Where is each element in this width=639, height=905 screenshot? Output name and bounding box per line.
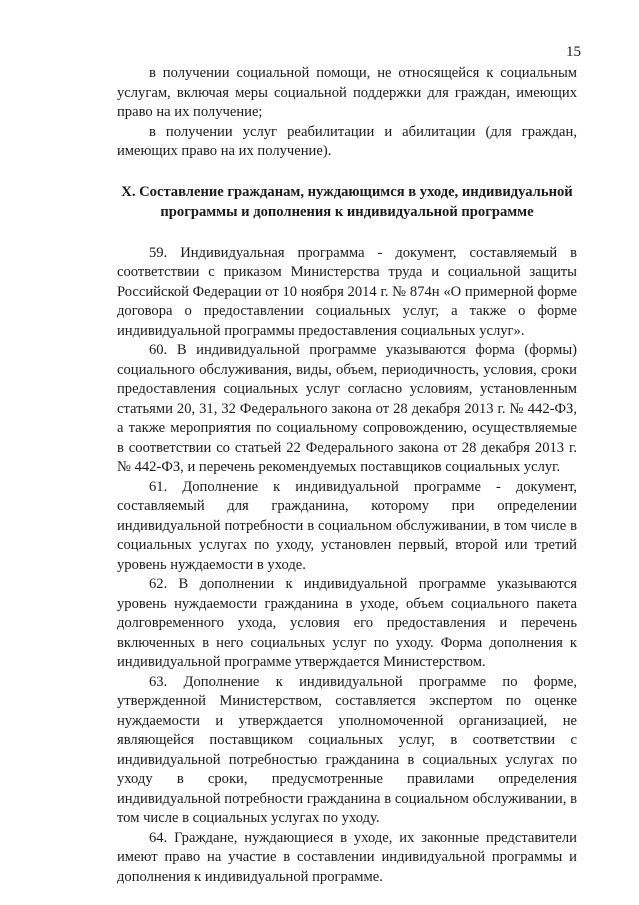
paragraph-61: 61. Дополнение к индивидуальной программе - документ, составляемый для гражданина, которому при определении индивидуальной потребности в социальном обслуживании, в том числе в социальных услугах по уходу, установлен первый, второй или третий уровень нуждаемости в уходе. (117, 478, 577, 573)
paragraph-60: 60. В индивидуальной программе указываются форма (формы) социального обслуживания, виды, объем, периодичность, условия, сроки предоставления социальных услуг согласно условиям, установленным статьями 20, 31, 32 Федерального закона от 28 декабря 2013 г. № 442-ФЗ, а также мероприятия по социальному сопровождению, осуществляемые в соответствии со статьей 22 Федерального закона от 28 декабря 2013 г. № 442-ФЗ, и перечень рекомендуемых поставщиков социальных услуг. (117, 342, 577, 475)
intro-paragraph: в получении социальной помощи, не относящейся к социальным услугам, включая меры социальной поддержки для граждан, имеющих право на их получение; (117, 65, 577, 120)
document-body (117, 64, 577, 887)
paragraph-62: 62. В дополнении к индивидуальной программе указываются уровень нуждаемости гражданина в уходе, объем социального пакета долговременного ухода, условия его предоставления и перечень включенных в него социальных услуг по уходу. Форма дополнения к индивидуальной программе утверждается Министерством. (117, 576, 577, 670)
intro-paragraph: в получении услуг реабилитации и абилитации (для граждан, имеющих право на их получение). (117, 123, 577, 159)
paragraph-64: 64. Граждане, нуждающиеся в уходе, их законные представители имеют право на участие в составлении индивидуальной программы и дополнения к индивидуальной программе. (117, 829, 577, 885)
page-number: 15 (566, 44, 581, 60)
paragraph-63: 63. Дополнение к индивидуальной программе по форме, утвержденной Министерством, составляется экспертом по оценке нуждаемости и утверждается уполномоченной организацией, не являющейся поставщиком социальных услуг, в соответствии с индивидуальной потребностью гражданина в социальных услугах по уходу в сроки, предусмотренные правилами определения индивидуальной потребности гражданина в социальном обслуживании, в том числе в социальных услугах по уходу. (117, 673, 577, 826)
paragraph-59: 59. Индивидуальная программа - документ, составляемый в соответствии с приказом Министерства труда и социальной защиты Российской Федерации от 10 ноября 2014 г. № 874н «О примерной форме договора о предоставлении социальных услуг, а также о форме индивидуальной программы предоставления социальных услуг». (117, 244, 577, 339)
section-heading: X. Составление гражданам, нуждающимся в уходе, индивидуальной программы и дополнения к индивидуальной программе (121, 183, 573, 220)
